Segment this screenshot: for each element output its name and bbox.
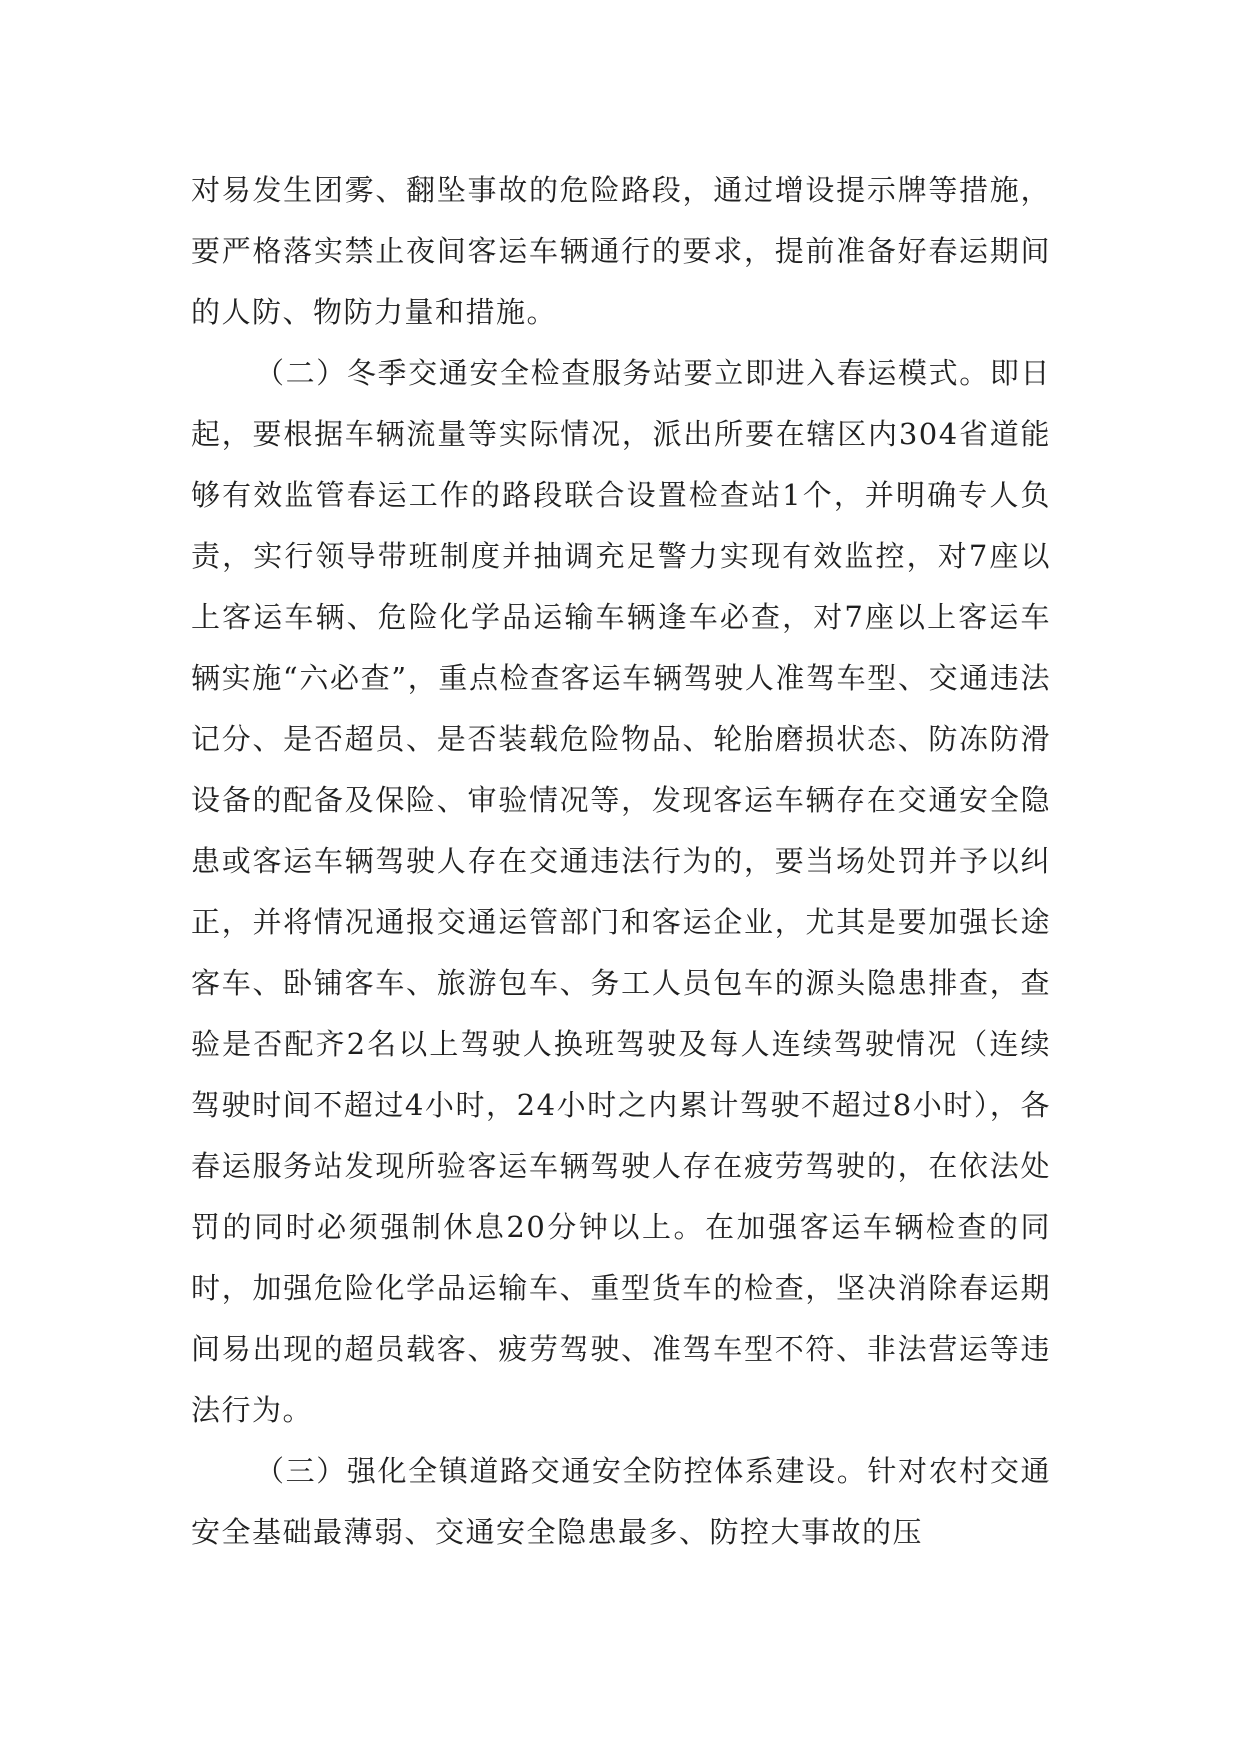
paragraph-section-two: （二）冬季交通安全检查服务站要立即进入春运模式。即日起，要根据车辆流量等实际情况，派出所要在辖区内304省道能够有效监管春运工作的路段联合设置检查站1个，并明确专人负责，实行领导带班制度并抽调充足警力实现有效监控，对7座以上客运车辆、危险化学品运输车辆逢车必查，对7座以上客运车辆实施“六必查”，重点检查客运车辆驾驶人准驾车型、交通违法记分、是否超员、是否装载危险物品、轮胎磨损状态、防冻防滑设备的配备及保险、审验情况等，发现客运车辆存在交通安全隐患或客运车辆驾驶人存在交通违法行为的，要当场处罚并予以纠正，并将情况通报交通运管部门和客运企业，尤其是要加强长途客车、卧铺客车、旅游包车、务工人员包车的源头隐患排查，查验是否配齐2名以上驾驶人换班驾驶及每人连续驾驶情况（连续驾驶时间不超过4小时，24小时之内累计驾驶不超过8小时），各春运服务站发现所验客运车辆驾驶人存在疲劳驾驶的，在依法处罚的同时必须强制休息20分钟以上。在加强客运车辆检查的同时，加强危险化学品运输车、重型货车的检查，坚决消除春运期间易出现的超员载客、疲劳驾驶、准驾车型不符、非法营运等违法行为。: [191, 356, 1051, 1427]
document-body: [191, 160, 1051, 1563]
paragraph-continuation: 对易发生团雾、翻坠事故的危险路段，通过增设提示牌等措施，要严格落实禁止夜间客运车辆通行的要求，提前准备好春运期间的人防、物防力量和措施。: [191, 173, 1051, 329]
paragraph-section-three: （三）强化全镇道路交通安全防控体系建设。针对农村交通安全基础最薄弱、交通安全隐患最多、防控大事故的压: [191, 1454, 1051, 1549]
